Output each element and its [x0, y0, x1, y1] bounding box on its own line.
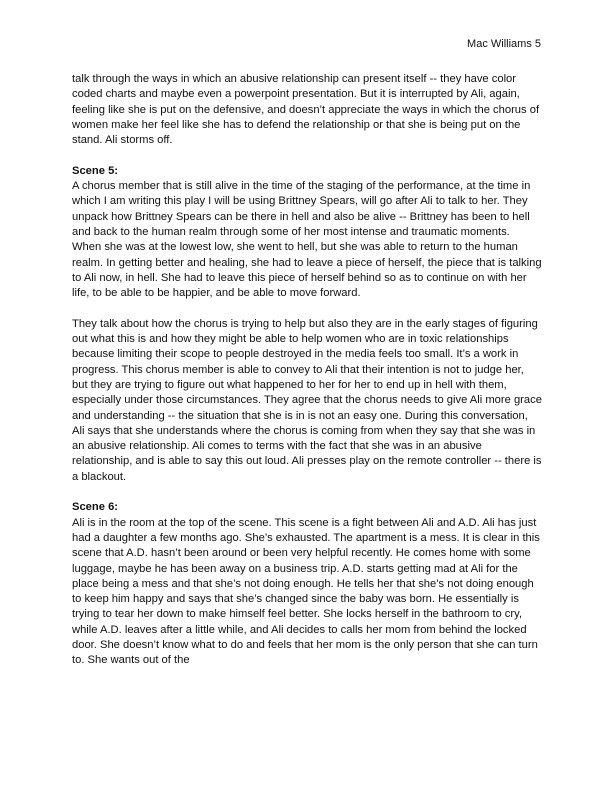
paragraph-gap [72, 301, 542, 316]
body-text [72, 72, 542, 669]
scene-6-paragraph-1: Ali is in the room at the top of the scene. This scene is a fight between Ali and A.D. Ali has just had a daughter a few months ago. She’s exhausted. The apartment is a mess. It is clear in this scene that A.D. hasn’t been around or been very helpful recently. He comes home with some luggage, maybe he has been away on a business trip. A.D. starts getting mad at Ali for the place being a mess and that she’s not doing enough. He tells her that she’s not doing enough to keep him happy and says that she’s changed since the baby was born. He essentially is trying to tear her down to make himself feel better. She locks herself in the bathroom to cry, while A.D. leaves after a little while, and Ali decides to calls her mom from behind the locked door. She doesn’t know what to do and feels that her mom is the only person that she can turn to. She wants out of the [72, 516, 540, 667]
scene-5-heading: Scene 5: [72, 164, 119, 177]
scene-5-paragraph-2: They talk about how the chorus is trying to help but also they are in the early stages of figuring out what this is and how they might be able to help women who are in toxic relationships because limiting their scope to people destroyed in the media feels too small. It’s a work in progress. This chorus member is able to convey to Ali that their intention is not to judge her, but they are trying to figure out what happened to her for her to end up in hell with them, especially under those circumstances. They agree that the chorus needs to give Ali more grace and understanding -- the situation that she is in is not an easy one. During this conversation, Ali says that she understands where the chorus is coming from when they say that she was in an abusive relationship. Ali comes to terms with the fact that she was in an abusive relationship, and is able to say this out loud. Ali presses play on the remote controller -- there is a blackout. [72, 317, 542, 483]
paragraph-gap [72, 148, 542, 163]
scene-6-heading: Scene 6: [72, 501, 119, 514]
paragraph-scene4-continuation: talk through the ways in which an abusive relationship can present itself -- they have color coded charts and maybe even a powerpoint presentation. But it is interrupted by Ali, again, feeling like she is put on the defensive, and doesn’t appreciate the ways in which the chorus of women make her feel like she has to defend the relationship or that she is being put on the stand. Ali storms off. [72, 73, 540, 147]
running-header: Mac Williams 5 [467, 38, 541, 50]
scene-5-paragraph-1: A chorus member that is still alive in the time of the staging of the performance, at the time in which I am writing this play I will be using Brittney Spears, will go after Ali to talk to her. They unpack how Brittney Spears can be there in hell and also be alive -- Brittney has been to hell and back to the human realm through some of her most intense and traumatic moments. When she was at the lowest low, she went to hell, but she was able to return to the human realm. In getting better and healing, she had to leave a piece of herself, the piece that is talking to Ali now, in hell. She had to leave this piece of herself behind so as to continue on with her life, to be able to be happier, and be able to move forward. [72, 180, 542, 300]
paragraph-gap [72, 485, 542, 500]
